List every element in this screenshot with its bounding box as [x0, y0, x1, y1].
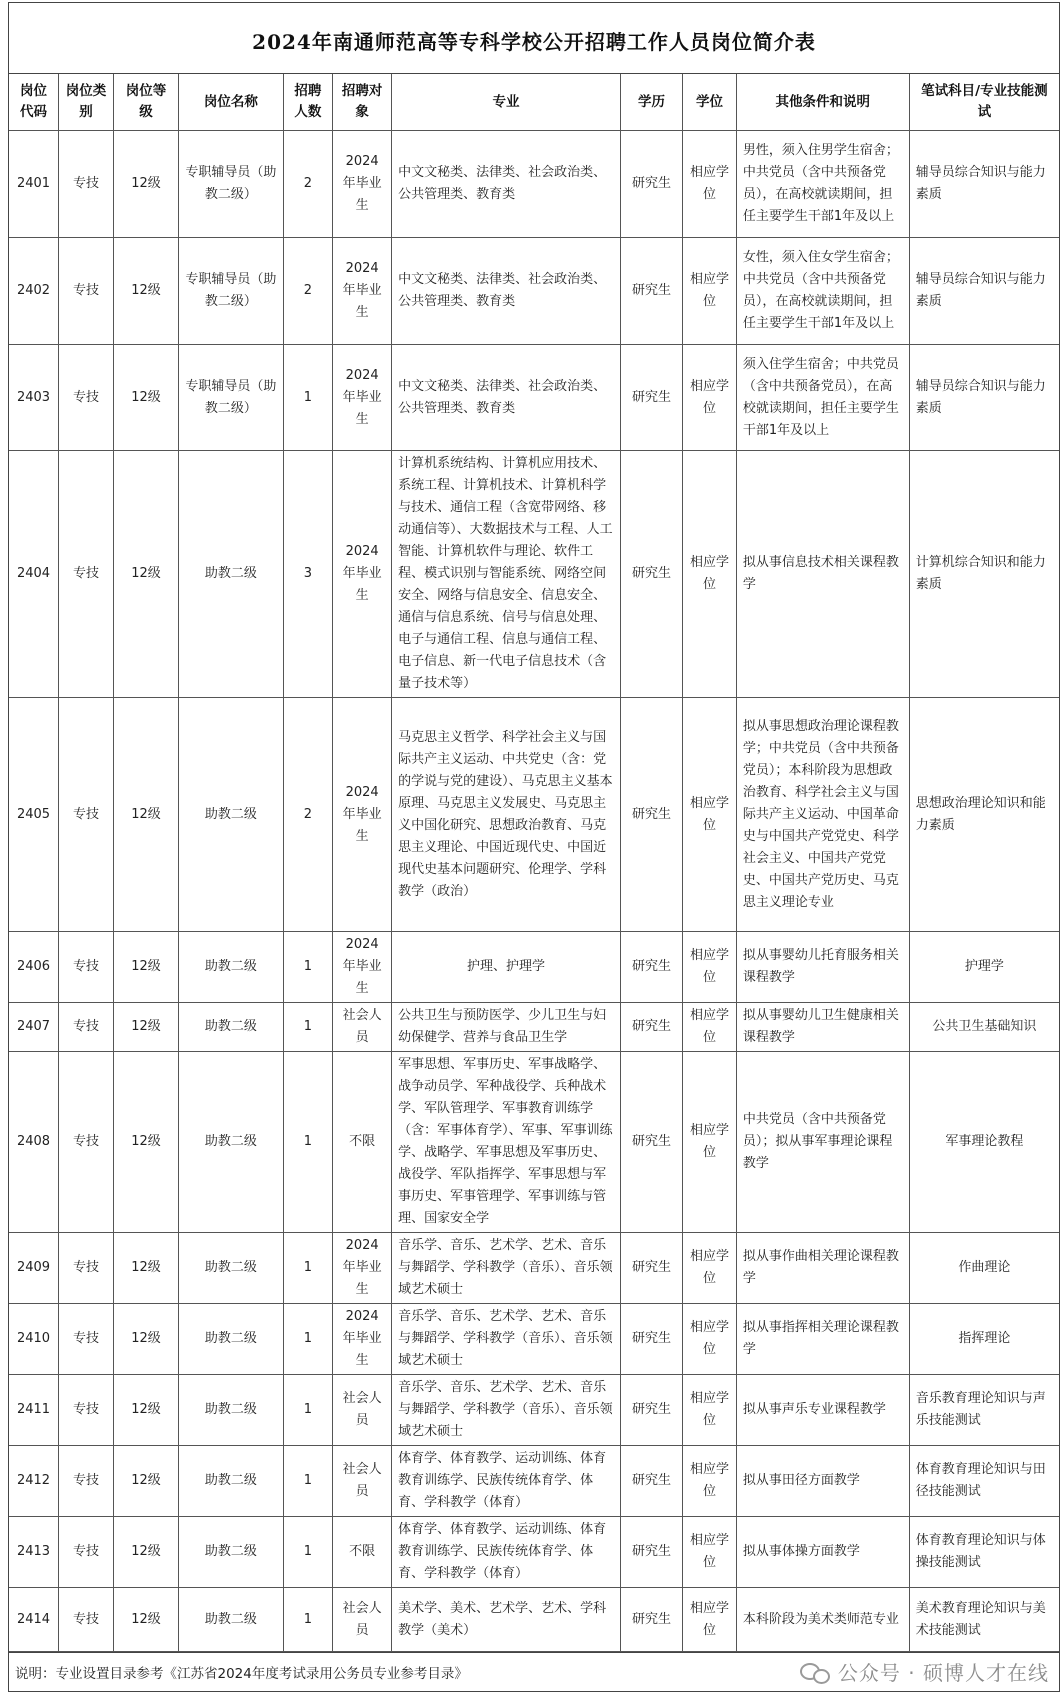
cell-category: 专技 — [59, 345, 114, 451]
cell-category: 专技 — [59, 1588, 114, 1652]
cell-position-name: 助教二级 — [179, 1304, 283, 1375]
cell-conditions: 拟从事田径方面教学 — [736, 1446, 909, 1517]
cell-exam: 辅导员综合知识与能力素质 — [909, 131, 1059, 238]
table-row — [9, 932, 1059, 1003]
cell-code: 2410 — [9, 1304, 59, 1375]
cell-major: 中文文秘类、法律类、社会政治类、公共管理类、教育类 — [392, 131, 621, 238]
cell-degree: 相应学位 — [683, 1233, 737, 1304]
cell-category: 专技 — [59, 238, 114, 345]
cell-category: 专技 — [59, 451, 114, 698]
cell-major: 音乐学、音乐、艺术学、艺术、音乐与舞蹈学、学科教学（音乐）、音乐领域艺术硕士 — [392, 1304, 621, 1375]
table-row — [9, 238, 1059, 345]
cell-major: 马克思主义哲学、科学社会主义与国际共产主义运动、中共党史（含：党的学说与党的建设）、马克思主义基本原理、马克思主义发展史、马克思主义中国化研究、思想政治教育、马克思主义理论、中国近现代史、中国近现代史基本问题研究、伦理学、学科教学（政治） — [392, 698, 621, 932]
cell-target: 不限 — [333, 1052, 392, 1233]
cell-grade: 12级 — [113, 451, 178, 698]
cell-position-name: 助教二级 — [179, 932, 283, 1003]
cell-exam: 护理学 — [909, 932, 1059, 1003]
table-row — [9, 698, 1059, 932]
cell-code: 2402 — [9, 238, 59, 345]
cell-code: 2409 — [9, 1233, 59, 1304]
cell-category: 专技 — [59, 1052, 114, 1233]
cell-count: 2 — [283, 698, 333, 932]
cell-exam: 体育教育理论知识与体操技能测试 — [909, 1517, 1059, 1588]
header-education: 学历 — [620, 74, 682, 131]
cell-degree: 相应学位 — [683, 131, 737, 238]
cell-position-name: 助教二级 — [179, 1052, 283, 1233]
footnote-text: 说明：专业设置目录参考《江苏省2024年度考试录用公务员专业参考目录》 — [15, 1666, 468, 1682]
table-row — [9, 1446, 1059, 1517]
cell-count: 1 — [283, 1052, 333, 1233]
header-exam: 笔试科目/专业技能测试 — [909, 74, 1059, 131]
cell-position-name: 助教二级 — [179, 1517, 283, 1588]
cell-target: 2024年毕业生 — [333, 238, 392, 345]
header-count: 招聘人数 — [283, 74, 333, 131]
cell-education: 研究生 — [620, 131, 682, 238]
cell-education: 研究生 — [620, 1375, 682, 1446]
cell-category: 专技 — [59, 932, 114, 1003]
cell-exam: 军事理论教程 — [909, 1052, 1059, 1233]
cell-degree: 相应学位 — [683, 451, 737, 698]
cell-code: 2406 — [9, 932, 59, 1003]
cell-target: 社会人员 — [333, 1588, 392, 1652]
cell-position-name: 助教二级 — [179, 1588, 283, 1652]
cell-major: 中文文秘类、法律类、社会政治类、公共管理类、教育类 — [392, 345, 621, 451]
table-row — [9, 1517, 1059, 1588]
cell-degree: 相应学位 — [683, 698, 737, 932]
cell-major: 军事思想、军事历史、军事战略学、战争动员学、军种战役学、兵种战术学、军队管理学、军事教育训练学（含：军事体育学）、军事、军事训练学、战略学、军事思想及军事历史、战役学、军队指挥学、军事思想与军事历史、军事管理学、军事训练与管理、国家安全学 — [392, 1052, 621, 1233]
cell-major: 护理、护理学 — [392, 932, 621, 1003]
cell-category: 专技 — [59, 1375, 114, 1446]
cell-conditions: 拟从事婴幼儿卫生健康相关课程教学 — [736, 1003, 909, 1052]
cell-category: 专技 — [59, 131, 114, 238]
table-row — [9, 345, 1059, 451]
cell-count: 1 — [283, 932, 333, 1003]
cell-target: 不限 — [333, 1517, 392, 1588]
cell-code: 2407 — [9, 1003, 59, 1052]
cell-code: 2405 — [9, 698, 59, 932]
cell-exam: 思想政治理论知识和能力素质 — [909, 698, 1059, 932]
cell-major: 计算机系统结构、计算机应用技术、系统工程、计算机技术、计算机科学与技术、通信工程（含宽带网络、移动通信等）、大数据技术与工程、人工智能、计算机软件与理论、软件工程、模式识别与智能系统、网络空间安全、网络与信息安全、信息安全、通信与信息系统、信号与信息处理、电子与通信工程、信息与通信工程、电子信息、新一代电子信息技术（含量子技术等） — [392, 451, 621, 698]
cell-count: 1 — [283, 345, 333, 451]
cell-major: 公共卫生与预防医学、少儿卫生与妇幼保健学、营养与食品卫生学 — [392, 1003, 621, 1052]
cell-code: 2413 — [9, 1517, 59, 1588]
cell-category: 专技 — [59, 1517, 114, 1588]
table-row — [9, 1588, 1059, 1652]
cell-category: 专技 — [59, 1233, 114, 1304]
cell-degree: 相应学位 — [683, 345, 737, 451]
header-major: 专业 — [392, 74, 621, 131]
table-header-row — [9, 74, 1059, 131]
cell-education: 研究生 — [620, 1446, 682, 1517]
cell-education: 研究生 — [620, 1233, 682, 1304]
cell-major: 音乐学、音乐、艺术学、艺术、音乐与舞蹈学、学科教学（音乐）、音乐领域艺术硕士 — [392, 1233, 621, 1304]
cell-exam: 音乐教育理论知识与声乐技能测试 — [909, 1375, 1059, 1446]
table-row — [9, 1233, 1059, 1304]
cell-education: 研究生 — [620, 1003, 682, 1052]
cell-position-name: 助教二级 — [179, 1446, 283, 1517]
cell-target: 2024年毕业生 — [333, 131, 392, 238]
cell-conditions: 本科阶段为美术类师范专业 — [736, 1588, 909, 1652]
cell-position-name: 助教二级 — [179, 451, 283, 698]
cell-target: 2024年毕业生 — [333, 451, 392, 698]
cell-grade: 12级 — [113, 1003, 178, 1052]
header-target: 招聘对象 — [333, 74, 392, 131]
table-row — [9, 131, 1059, 238]
cell-degree: 相应学位 — [683, 1003, 737, 1052]
cell-exam: 辅导员综合知识与能力素质 — [909, 238, 1059, 345]
cell-count: 1 — [283, 1517, 333, 1588]
cell-conditions: 拟从事信息技术相关课程教学 — [736, 451, 909, 698]
cell-degree: 相应学位 — [683, 1304, 737, 1375]
cell-education: 研究生 — [620, 451, 682, 698]
cell-grade: 12级 — [113, 1446, 178, 1517]
header-conditions: 其他条件和说明 — [736, 74, 909, 131]
cell-category: 专技 — [59, 1446, 114, 1517]
cell-major: 音乐学、音乐、艺术学、艺术、音乐与舞蹈学、学科教学（音乐）、音乐领域艺术硕士 — [392, 1375, 621, 1446]
cell-target: 2024年毕业生 — [333, 698, 392, 932]
cell-exam: 体育教育理论知识与田径技能测试 — [909, 1446, 1059, 1517]
cell-exam: 作曲理论 — [909, 1233, 1059, 1304]
cell-education: 研究生 — [620, 698, 682, 932]
header-degree: 学位 — [683, 74, 737, 131]
cell-position-name: 助教二级 — [179, 1233, 283, 1304]
cell-degree: 相应学位 — [683, 1588, 737, 1652]
table-row — [9, 1003, 1059, 1052]
cell-degree: 相应学位 — [683, 1052, 737, 1233]
cell-major: 中文文秘类、法律类、社会政治类、公共管理类、教育类 — [392, 238, 621, 345]
table-title: 2024年南通师范高等专科学校公开招聘工作人员岗位简介表 — [9, 3, 1059, 74]
watermark-text: 公众号 · 硕博人才在线 — [837, 1661, 1049, 1685]
cell-code: 2408 — [9, 1052, 59, 1233]
cell-target: 社会人员 — [333, 1375, 392, 1446]
cell-grade: 12级 — [113, 1588, 178, 1652]
cell-target: 社会人员 — [333, 1446, 392, 1517]
table-row — [9, 451, 1059, 698]
cell-major: 体育学、体育教学、运动训练、体育教育训练学、民族传统体育学、体育、学科教学（体育） — [392, 1517, 621, 1588]
cell-count: 1 — [283, 1446, 333, 1517]
header-code: 岗位代码 — [9, 74, 59, 131]
cell-education: 研究生 — [620, 1517, 682, 1588]
cell-conditions: 男性，须入住男学生宿舍；中共党员（含中共预备党员），在高校就读期间，担任主要学生干部1年及以上 — [736, 131, 909, 238]
cell-education: 研究生 — [620, 345, 682, 451]
cell-code: 2404 — [9, 451, 59, 698]
cell-position-name: 助教二级 — [179, 1375, 283, 1446]
cell-conditions: 中共党员（含中共预备党员）；拟从事军事理论课程教学 — [736, 1052, 909, 1233]
cell-target: 2024年毕业生 — [333, 932, 392, 1003]
cell-position-name: 专职辅导员（助教二级） — [179, 238, 283, 345]
cell-category: 专技 — [59, 698, 114, 932]
cell-exam: 辅导员综合知识与能力素质 — [909, 345, 1059, 451]
cell-count: 3 — [283, 451, 333, 698]
cell-grade: 12级 — [113, 932, 178, 1003]
cell-education: 研究生 — [620, 1052, 682, 1233]
cell-conditions: 拟从事作曲相关理论课程教学 — [736, 1233, 909, 1304]
cell-conditions: 拟从事指挥相关理论课程教学 — [736, 1304, 909, 1375]
cell-grade: 12级 — [113, 1375, 178, 1446]
header-grade: 岗位等级 — [113, 74, 178, 131]
cell-grade: 12级 — [113, 1052, 178, 1233]
cell-degree: 相应学位 — [683, 1446, 737, 1517]
cell-conditions: 拟从事婴幼儿托育服务相关课程教学 — [736, 932, 909, 1003]
cell-education: 研究生 — [620, 1304, 682, 1375]
cell-degree: 相应学位 — [683, 1517, 737, 1588]
table-row — [9, 1375, 1059, 1446]
cell-count: 2 — [283, 238, 333, 345]
cell-grade: 12级 — [113, 1233, 178, 1304]
cell-count: 1 — [283, 1003, 333, 1052]
table-row — [9, 1052, 1059, 1233]
wechat-icon — [800, 1661, 830, 1683]
cell-target: 2024年毕业生 — [333, 1233, 392, 1304]
cell-conditions: 须入住学生宿舍；中共党员（含中共预备党员），在高校就读期间，担任主要学生干部1年及以上 — [736, 345, 909, 451]
cell-conditions: 拟从事体操方面教学 — [736, 1517, 909, 1588]
positions-table — [9, 74, 1059, 1652]
header-category: 岗位类别 — [59, 74, 114, 131]
watermark — [800, 1657, 1049, 1686]
table-row — [9, 1304, 1059, 1375]
recruitment-table-frame — [8, 2, 1060, 1692]
cell-exam: 美术教育理论知识与美术技能测试 — [909, 1588, 1059, 1652]
cell-exam: 指挥理论 — [909, 1304, 1059, 1375]
cell-code: 2403 — [9, 345, 59, 451]
cell-count: 2 — [283, 131, 333, 238]
cell-grade: 12级 — [113, 238, 178, 345]
cell-grade: 12级 — [113, 1304, 178, 1375]
cell-target: 2024年毕业生 — [333, 1304, 392, 1375]
cell-count: 1 — [283, 1588, 333, 1652]
cell-grade: 12级 — [113, 1517, 178, 1588]
header-position-name: 岗位名称 — [179, 74, 283, 131]
cell-target: 社会人员 — [333, 1003, 392, 1052]
cell-code: 2412 — [9, 1446, 59, 1517]
footnote — [9, 1652, 1059, 1691]
cell-grade: 12级 — [113, 698, 178, 932]
cell-degree: 相应学位 — [683, 1375, 737, 1446]
cell-conditions: 拟从事声乐专业课程教学 — [736, 1375, 909, 1446]
cell-education: 研究生 — [620, 932, 682, 1003]
cell-position-name: 助教二级 — [179, 1003, 283, 1052]
cell-count: 1 — [283, 1233, 333, 1304]
cell-degree: 相应学位 — [683, 932, 737, 1003]
cell-grade: 12级 — [113, 345, 178, 451]
cell-target: 2024年毕业生 — [333, 345, 392, 451]
cell-position-name: 专职辅导员（助教二级） — [179, 131, 283, 238]
cell-exam: 计算机综合知识和能力素质 — [909, 451, 1059, 698]
cell-position-name: 助教二级 — [179, 698, 283, 932]
cell-exam: 公共卫生基础知识 — [909, 1003, 1059, 1052]
cell-count: 1 — [283, 1375, 333, 1446]
cell-code: 2401 — [9, 131, 59, 238]
cell-grade: 12级 — [113, 131, 178, 238]
cell-education: 研究生 — [620, 238, 682, 345]
cell-category: 专技 — [59, 1304, 114, 1375]
cell-count: 1 — [283, 1304, 333, 1375]
cell-category: 专技 — [59, 1003, 114, 1052]
cell-position-name: 专职辅导员（助教二级） — [179, 345, 283, 451]
cell-conditions: 女性，须入住女学生宿舍；中共党员（含中共预备党员），在高校就读期间，担任主要学生干部1年及以上 — [736, 238, 909, 345]
cell-major: 美术学、美术、艺术学、艺术、学科教学（美术） — [392, 1588, 621, 1652]
cell-major: 体育学、体育教学、运动训练、体育教育训练学、民族传统体育学、体育、学科教学（体育） — [392, 1446, 621, 1517]
cell-conditions: 拟从事思想政治理论课程教学；中共党员（含中共预备党员）；本科阶段为思想政治教育、科学社会主义与国际共产主义运动、中国革命史与中国共产党党史、科学社会主义、中国共产党党史、中国共产党历史、马克思主义理论专业 — [736, 698, 909, 932]
cell-code: 2411 — [9, 1375, 59, 1446]
cell-code: 2414 — [9, 1588, 59, 1652]
cell-degree: 相应学位 — [683, 238, 737, 345]
cell-education: 研究生 — [620, 1588, 682, 1652]
